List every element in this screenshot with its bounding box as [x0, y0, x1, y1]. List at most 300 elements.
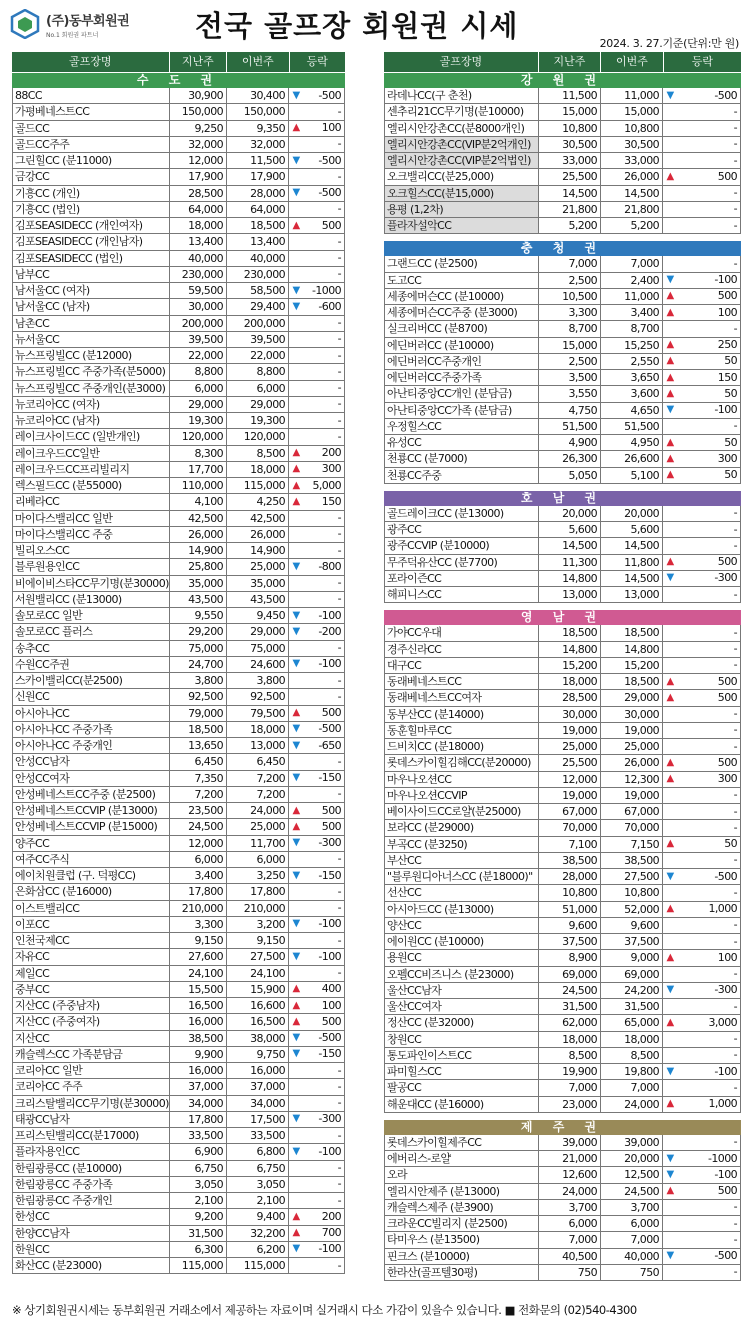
- prev-week-price: 28,500: [539, 690, 601, 705]
- change-value: -: [733, 788, 737, 802]
- price-change-cell: [663, 1167, 741, 1182]
- change-value: -100: [318, 657, 341, 671]
- down-triangle-icon: ▼: [666, 984, 674, 996]
- right-table-body: [384, 73, 741, 1281]
- prev-week-price: 51,500: [539, 419, 601, 434]
- change-value: -: [733, 1200, 737, 1214]
- price-change-cell: [289, 608, 345, 623]
- price-change-cell: [289, 917, 345, 932]
- price-change-cell: [663, 153, 741, 168]
- prev-week-price: 9,550: [170, 608, 227, 623]
- price-change-cell: [663, 739, 741, 754]
- change-value: 700: [321, 1226, 341, 1240]
- table-row: [12, 88, 345, 104]
- price-change-cell: [663, 885, 741, 900]
- change-value: -: [337, 1096, 341, 1110]
- price-change-cell: [663, 289, 741, 304]
- prev-week-price: 13,650: [170, 738, 227, 753]
- this-week-price: 19,000: [601, 723, 663, 738]
- table-row: [384, 1184, 741, 1200]
- this-week-price: 37,500: [601, 934, 663, 949]
- table-row: [384, 885, 741, 901]
- prev-week-price: 69,000: [539, 967, 601, 982]
- up-triangle-icon: ▲: [666, 1185, 674, 1197]
- change-value: 300: [717, 772, 737, 786]
- price-change-cell: [289, 1209, 345, 1224]
- prev-week-price: 4,750: [539, 403, 601, 418]
- this-week-price: 2,400: [601, 273, 663, 288]
- price-change-cell: [289, 543, 345, 558]
- table-row: [12, 657, 345, 673]
- golf-course-name: 인천국제CC: [12, 933, 170, 948]
- down-triangle-icon: ▼: [292, 609, 300, 621]
- table-row: [384, 625, 741, 641]
- prev-week-price: 7,350: [170, 771, 227, 786]
- price-change-cell: [663, 1265, 741, 1280]
- up-triangle-icon: ▲: [666, 339, 674, 351]
- table-row: [12, 706, 345, 722]
- price-change-cell: [663, 642, 741, 657]
- golf-course-name: 부곡CC (분3250): [384, 837, 539, 852]
- table-row: [384, 218, 741, 234]
- prev-week-price: 33,000: [539, 153, 601, 168]
- change-value: 500: [717, 555, 737, 569]
- this-week-price: 13,000: [601, 587, 663, 602]
- change-value: -: [337, 852, 341, 866]
- prev-week-price: 24,500: [170, 819, 227, 834]
- table-row: [384, 967, 741, 983]
- table-row: [384, 121, 741, 137]
- golf-course-name: 안성베네스트CCVIP (분13000): [12, 803, 170, 818]
- table-row: [384, 1135, 741, 1151]
- this-week-price: 16,500: [227, 1014, 289, 1029]
- this-week-price: 3,600: [601, 386, 663, 401]
- golf-course-name: 레이크우드CC프리빌리지: [12, 462, 170, 477]
- this-week-price: 75,000: [227, 641, 289, 656]
- price-change-cell: [663, 1184, 741, 1199]
- table-row: [12, 852, 345, 868]
- golf-course-name: 부산CC: [384, 853, 539, 868]
- prev-week-price: 59,500: [170, 283, 227, 298]
- change-value: -: [337, 511, 341, 525]
- price-change-cell: [663, 587, 741, 602]
- golf-course-name: 엘리시안강촌CC(분8000개인): [384, 121, 539, 136]
- golf-course-name: 광주CCVIP (분10000): [384, 538, 539, 553]
- golf-course-name: 한라산(골프텔30평): [384, 1265, 539, 1280]
- table-row: [384, 788, 741, 804]
- price-change-cell: [663, 104, 741, 119]
- golf-course-name: 블루원용인CC: [12, 559, 170, 574]
- golf-course-name: 가평베네스트CC: [12, 104, 170, 119]
- golf-course-name: 김포SEASIDECC (법인): [12, 251, 170, 266]
- footer-disclaimer: ※ 상기회원권시세는 동부회원권 거래소에서 제공하는 자료이며 실거래시 다소 가감이 있을수 있습니다. ■ 전화문의 (02)540-4300: [12, 1303, 637, 1317]
- change-value: -: [733, 506, 737, 520]
- up-triangle-icon: ▲: [666, 452, 674, 464]
- table-row: [12, 836, 345, 852]
- golf-course-name: 금강CC: [12, 169, 170, 184]
- down-triangle-icon: ▼: [292, 1145, 300, 1157]
- change-value: -: [733, 1048, 737, 1062]
- golf-course-name: 광주CC: [384, 522, 539, 537]
- prev-week-price: 19,300: [170, 413, 227, 428]
- golf-course-name: 크리스탈밸리CC무기명(분30000): [12, 1096, 170, 1111]
- table-row: [12, 462, 345, 478]
- up-triangle-icon: ▲: [666, 469, 674, 481]
- price-change-cell: [663, 674, 741, 689]
- prev-week-price: 14,500: [539, 186, 601, 201]
- price-change-cell: [289, 218, 345, 233]
- prev-week-price: 12,600: [539, 1167, 601, 1182]
- up-triangle-icon: ▲: [292, 820, 300, 832]
- table-row: [384, 934, 741, 950]
- prev-week-price: 30,900: [170, 88, 227, 103]
- this-week-price: 12,300: [601, 772, 663, 787]
- price-change-cell: [663, 1064, 741, 1079]
- prev-week-price: 3,050: [170, 1177, 227, 1192]
- this-week-price: 35,000: [227, 576, 289, 591]
- golf-course-name: 김포SEASIDECC (개인여자): [12, 218, 170, 233]
- change-value: -: [733, 587, 737, 601]
- price-change-cell: [663, 707, 741, 722]
- price-change-cell: [663, 853, 741, 868]
- table-row: [12, 104, 345, 120]
- change-value: -650: [318, 738, 341, 752]
- golf-course-name: 팔공CC: [384, 1080, 539, 1095]
- up-triangle-icon: ▲: [292, 1210, 300, 1222]
- table-row: [384, 1015, 741, 1031]
- region-section: [384, 491, 741, 604]
- down-triangle-icon: ▼: [292, 1032, 300, 1044]
- change-value: -: [733, 967, 737, 981]
- price-change-cell: [289, 283, 345, 298]
- prev-week-price: 12,000: [170, 153, 227, 168]
- change-value: 100: [321, 998, 341, 1012]
- golf-course-name: 제일CC: [12, 966, 170, 981]
- golf-course-name: 유성CC: [384, 435, 539, 450]
- price-change-cell: [663, 625, 741, 640]
- golf-course-name: 뉴스프링빌CC (분12000): [12, 348, 170, 363]
- prev-week-price: 110,000: [170, 478, 227, 493]
- region-header: 영 남 권: [384, 610, 741, 625]
- prev-week-price: 37,500: [539, 934, 601, 949]
- price-change-cell: [289, 819, 345, 834]
- up-triangle-icon: ▲: [292, 463, 300, 475]
- table-row: [12, 1242, 345, 1258]
- up-triangle-icon: ▲: [292, 707, 300, 719]
- this-week-price: 30,400: [227, 88, 289, 103]
- prev-week-price: 14,900: [170, 543, 227, 558]
- price-change-cell: [289, 1128, 345, 1143]
- table-row: [12, 1096, 345, 1112]
- table-row: [384, 1048, 741, 1064]
- price-change-cell: [663, 506, 741, 521]
- price-change-cell: [289, 251, 345, 266]
- golf-course-name: 롯데스카이힐김해CC(분20000): [384, 755, 539, 770]
- down-triangle-icon: ▼: [292, 284, 300, 296]
- prev-week-price: 43,500: [170, 592, 227, 607]
- change-value: -100: [318, 608, 341, 622]
- table-row: [384, 202, 741, 218]
- region-header: 제 주 권: [384, 1120, 741, 1135]
- down-triangle-icon: ▼: [666, 1065, 674, 1077]
- golf-course-name: 세종에머슨CC주중 (분3000): [384, 305, 539, 320]
- table-row: [384, 707, 741, 723]
- region-header: 충 청 권: [384, 241, 741, 256]
- price-change-cell: [289, 1161, 345, 1176]
- this-week-price: 11,000: [601, 289, 663, 304]
- change-value: -: [337, 169, 341, 183]
- golf-course-name: 센추리21CC무기명(분10000): [384, 104, 539, 119]
- prev-week-price: 150,000: [170, 104, 227, 119]
- golf-course-name: 플라자용인CC: [12, 1144, 170, 1159]
- table-row: [384, 354, 741, 370]
- prev-week-price: 9,200: [170, 1209, 227, 1224]
- this-week-price: 15,200: [601, 658, 663, 673]
- price-change-cell: [289, 998, 345, 1013]
- change-value: -: [337, 1193, 341, 1207]
- prev-week-price: 24,100: [170, 966, 227, 981]
- up-triangle-icon: ▲: [292, 495, 300, 507]
- prev-week-price: 35,000: [170, 576, 227, 591]
- price-change-cell: [289, 364, 345, 379]
- this-week-price: 4,650: [601, 403, 663, 418]
- prev-week-price: 8,700: [539, 321, 601, 336]
- down-triangle-icon: ▼: [292, 837, 300, 849]
- change-value: -800: [318, 559, 341, 573]
- this-week-price: 24,500: [601, 1184, 663, 1199]
- golf-course-name: 안성CC남자: [12, 754, 170, 769]
- table-row: [384, 169, 741, 185]
- table-row: [12, 234, 345, 250]
- this-week-price: 200,000: [227, 316, 289, 331]
- golf-course-name: 88CC: [12, 88, 170, 103]
- prev-week-price: 16,000: [170, 1063, 227, 1078]
- change-value: -: [733, 999, 737, 1013]
- golf-course-name: 통도파인이스트CC: [384, 1048, 539, 1063]
- page-header: [0, 0, 747, 50]
- table-row: [384, 739, 741, 755]
- change-value: -: [733, 522, 737, 536]
- change-value: 1,000: [708, 902, 737, 916]
- prev-week-price: 39,500: [170, 332, 227, 347]
- golf-course-name: 뉴코리아CC (여자): [12, 397, 170, 412]
- up-triangle-icon: ▲: [666, 306, 674, 318]
- this-week-price: 115,000: [227, 1258, 289, 1273]
- price-change-cell: [289, 657, 345, 672]
- down-triangle-icon: ▼: [292, 625, 300, 637]
- this-week-price: 7,000: [601, 1080, 663, 1095]
- table-row: [12, 966, 345, 982]
- price-change-cell: [289, 121, 345, 136]
- price-change-cell: [289, 1096, 345, 1111]
- change-value: -: [733, 1232, 737, 1246]
- change-value: -: [733, 218, 737, 232]
- this-week-price: 750: [601, 1265, 663, 1280]
- change-value: 100: [717, 950, 737, 964]
- golf-course-name: 용평 (1,2차): [384, 202, 539, 217]
- change-value: -300: [318, 836, 341, 850]
- this-week-price: 9,150: [227, 933, 289, 948]
- this-week-price: 18,000: [227, 462, 289, 477]
- table-row: [12, 1209, 345, 1225]
- table-row: [12, 1112, 345, 1128]
- up-triangle-icon: ▲: [292, 804, 300, 816]
- price-change-cell: [289, 949, 345, 964]
- this-week-price: 4,950: [601, 435, 663, 450]
- table-row: [384, 186, 741, 202]
- golf-course-name: 스카이밸리CC(분2500): [12, 673, 170, 688]
- price-change-cell: [289, 559, 345, 574]
- this-week-price: 14,900: [227, 543, 289, 558]
- golf-course-name: 파미힐스CC: [384, 1064, 539, 1079]
- price-change-cell: [663, 820, 741, 835]
- price-change-cell: [289, 1177, 345, 1192]
- down-triangle-icon: ▼: [292, 723, 300, 735]
- this-week-price: 33,500: [227, 1128, 289, 1143]
- table-row: [12, 332, 345, 348]
- this-week-price: 19,800: [601, 1064, 663, 1079]
- prev-week-price: 3,300: [539, 305, 601, 320]
- prev-week-price: 25,800: [170, 559, 227, 574]
- this-week-price: 39,000: [601, 1135, 663, 1150]
- price-change-cell: [289, 868, 345, 883]
- table-row: [12, 251, 345, 267]
- prev-week-price: 6,450: [170, 754, 227, 769]
- change-value: -500: [318, 722, 341, 736]
- table-row: [384, 837, 741, 853]
- golf-course-name: 롯데스카이힐제주CC: [384, 1135, 539, 1150]
- prev-week-price: 200,000: [170, 316, 227, 331]
- price-change-cell: [289, 836, 345, 851]
- table-row: [12, 576, 345, 592]
- prev-week-price: 7,100: [539, 837, 601, 852]
- this-week-price: 115,000: [227, 478, 289, 493]
- table-row: [384, 555, 741, 571]
- change-value: -: [733, 1135, 737, 1149]
- this-week-price: 27,500: [601, 869, 663, 884]
- table-row: [384, 538, 741, 554]
- this-week-price: 28,000: [227, 186, 289, 201]
- golf-course-name: 에버리스-로얄: [384, 1151, 539, 1166]
- price-change-cell: [289, 1079, 345, 1094]
- prev-week-price: 3,550: [539, 386, 601, 401]
- change-value: 500: [717, 690, 737, 704]
- this-week-price: 6,200: [227, 1242, 289, 1257]
- price-change-cell: [289, 202, 345, 217]
- golf-course-name: 한양CC남자: [12, 1226, 170, 1241]
- price-change-cell: [663, 186, 741, 201]
- table-row: [12, 364, 345, 380]
- this-week-price: 6,450: [227, 754, 289, 769]
- this-week-price: 5,200: [601, 218, 663, 233]
- prev-week-price: 10,800: [539, 885, 601, 900]
- change-value: -: [733, 186, 737, 200]
- golf-course-name: 베이사이드CC로얄(분25000): [384, 804, 539, 819]
- col-name-header: 골프장명: [12, 52, 170, 72]
- prev-week-price: 16,500: [170, 998, 227, 1013]
- change-value: -: [337, 1177, 341, 1191]
- prev-week-price: 17,700: [170, 462, 227, 477]
- prev-week-price: 7,000: [539, 1080, 601, 1095]
- change-value: -: [337, 884, 341, 898]
- golf-course-name: 엘리시안강촌CC(VIP분2억개인): [384, 137, 539, 152]
- col-change-header: 등락: [306, 55, 328, 68]
- price-change-cell: [289, 966, 345, 981]
- table-row: [384, 1249, 741, 1265]
- prev-week-price: 8,500: [539, 1048, 601, 1063]
- col-prev-header: 지난주: [539, 52, 601, 72]
- table-row: [12, 689, 345, 705]
- this-week-price: 24,200: [601, 983, 663, 998]
- prev-week-price: 51,000: [539, 902, 601, 917]
- logo-hexagon-icon: [10, 9, 40, 39]
- golf-course-name: 골드CC주주: [12, 137, 170, 152]
- prev-week-price: 120,000: [170, 429, 227, 444]
- golf-course-name: 아난티중앙CC개인 (분담금): [384, 386, 539, 401]
- golf-course-name: 뉴코리아CC (남자): [12, 413, 170, 428]
- golf-course-name: 은화삼CC (분16000): [12, 884, 170, 899]
- prev-week-price: 6,900: [170, 1144, 227, 1159]
- golf-course-name: 솔모로CC 플러스: [12, 624, 170, 639]
- golf-course-name: 솔모로CC 일반: [12, 608, 170, 623]
- table-row: [12, 754, 345, 770]
- golf-course-name: 대구CC: [384, 658, 539, 673]
- down-triangle-icon: ▼: [292, 918, 300, 930]
- golf-course-name: 울산CC남자: [384, 983, 539, 998]
- this-week-price: 9,600: [601, 918, 663, 933]
- prev-week-price: 40,500: [539, 1249, 601, 1264]
- price-change-cell: [289, 234, 345, 249]
- price-change-cell: [289, 299, 345, 314]
- golf-course-name: 울산CC여자: [384, 999, 539, 1014]
- prev-week-price: 39,000: [539, 1135, 601, 1150]
- prev-week-price: 3,500: [539, 370, 601, 385]
- this-week-price: 11,000: [601, 88, 663, 103]
- prev-week-price: 21,800: [539, 202, 601, 217]
- prev-week-price: 15,000: [539, 104, 601, 119]
- price-change-cell: [289, 1144, 345, 1159]
- price-change-cell: [663, 1097, 741, 1112]
- table-row: [12, 121, 345, 137]
- this-week-price: 6,000: [601, 1216, 663, 1231]
- down-triangle-icon: ▼: [292, 950, 300, 962]
- table-row: [12, 592, 345, 608]
- col-prev-header: 지난주: [170, 52, 227, 72]
- table-row: [12, 868, 345, 884]
- change-value: -: [733, 918, 737, 932]
- down-triangle-icon: ▼: [292, 739, 300, 751]
- prev-week-price: 18,000: [170, 218, 227, 233]
- prev-week-price: 2,100: [170, 1193, 227, 1208]
- this-week-price: 9,000: [601, 950, 663, 965]
- table-row: [384, 305, 741, 321]
- price-change-cell: [289, 803, 345, 818]
- right-price-table: [384, 52, 741, 1288]
- table-row: [12, 381, 345, 397]
- up-triangle-icon: ▲: [666, 1016, 674, 1028]
- this-week-price: 20,000: [601, 1151, 663, 1166]
- change-value: 500: [717, 1184, 737, 1198]
- price-change-cell: [663, 169, 741, 184]
- table-row: [384, 690, 741, 706]
- this-week-price: 9,400: [227, 1209, 289, 1224]
- change-value: -: [337, 413, 341, 427]
- golf-course-name: 에이원CC (분10000): [384, 934, 539, 949]
- prev-week-price: 14,800: [539, 642, 601, 657]
- change-value: -500: [714, 1249, 737, 1263]
- change-value: 50: [724, 837, 737, 851]
- change-value: -: [733, 1032, 737, 1046]
